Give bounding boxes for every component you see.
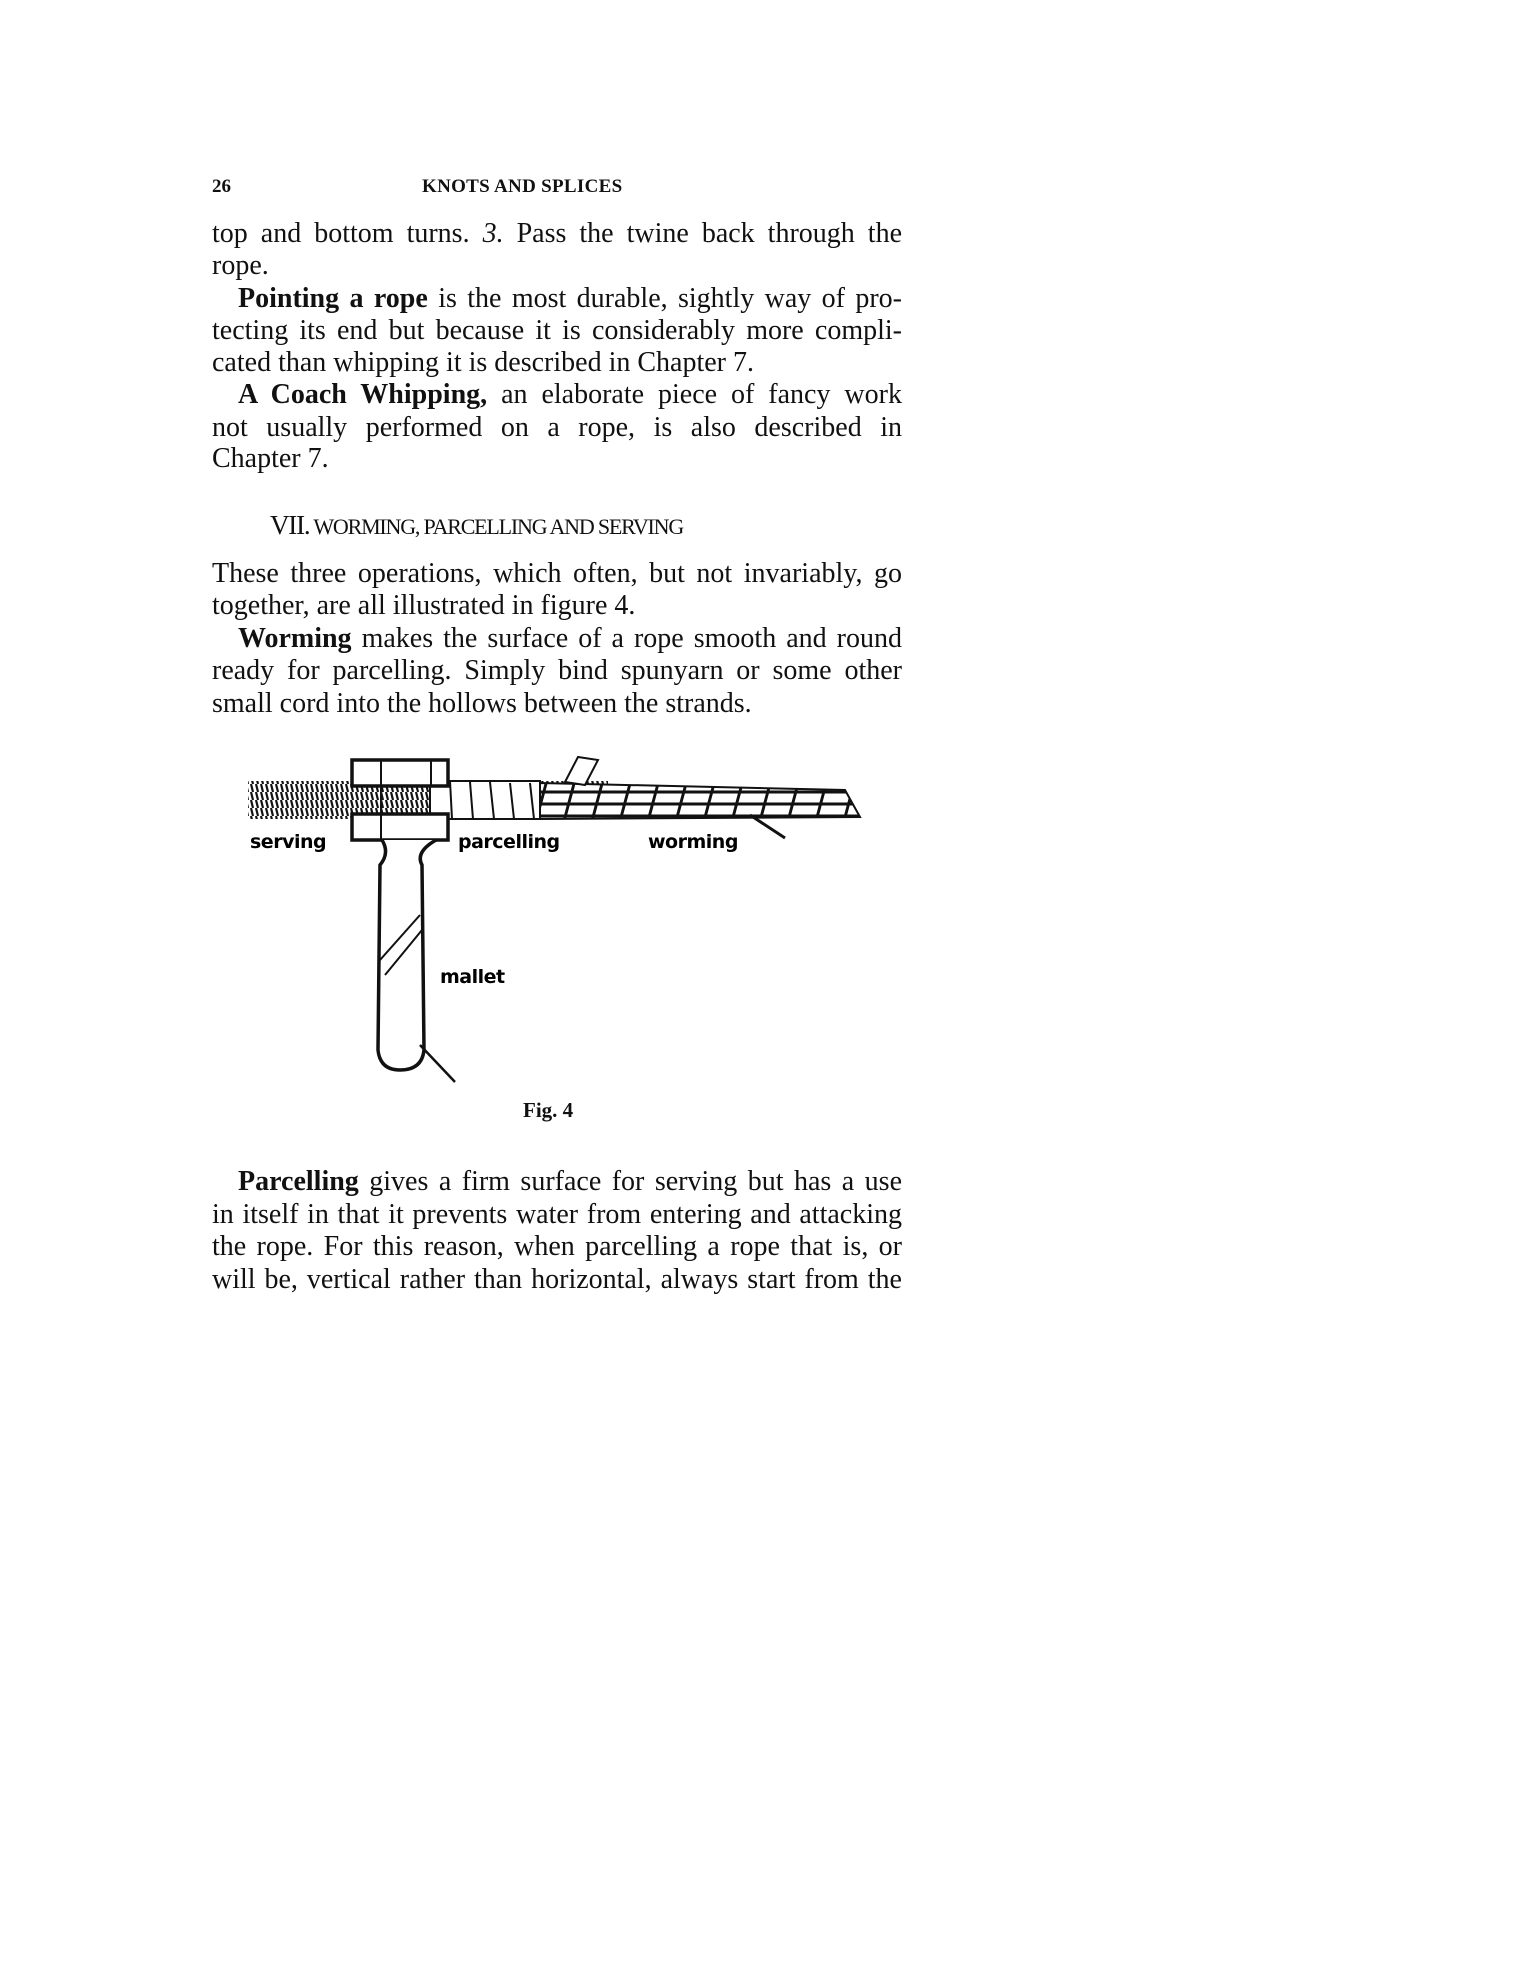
- text-segment: will be, vertical rather than horizontal, always start from the: [212, 1264, 902, 1295]
- text-segment: tecting its end but because it is considerably more compli-: [212, 315, 902, 346]
- label-mallet: mallet: [440, 966, 505, 988]
- text-segment: top and bottom turns.: [212, 218, 483, 249]
- text-segment: 3.: [482, 218, 504, 249]
- section-title: WORMING, PARCELLING AND SERVING: [313, 514, 684, 539]
- figure-caption: Fig. 4: [523, 1098, 574, 1122]
- text-segment: Parcelling: [238, 1166, 359, 1197]
- text-segment: These three operations, which often, but not invariably, go: [212, 558, 902, 589]
- text-segment: Chapter 7.: [212, 443, 329, 474]
- label-worming: worming: [648, 831, 738, 853]
- text-segment: Pass the twine back through the: [503, 218, 902, 249]
- page-number: 26: [212, 176, 231, 197]
- label-parcelling: parcelling: [458, 831, 560, 853]
- label-serving: serving: [250, 831, 327, 853]
- text-segment: ready for parcelling. Simply bind spunyarn or some other: [212, 655, 902, 686]
- text-segment: cated than whipping it is described in Chapter 7.: [212, 347, 754, 378]
- text-segment: Pointing a rope: [238, 283, 428, 314]
- rope: [248, 757, 860, 838]
- text-segment: gives a firm surface for serving but has a use: [358, 1166, 902, 1197]
- text-segment: small cord into the hollows between the strands.: [212, 688, 752, 719]
- text-segment: Worming: [238, 623, 352, 654]
- text-segment: an elaborate piece of fancy work: [487, 379, 902, 410]
- text-segment: not usually performed on a rope, is also described in: [212, 412, 902, 443]
- text-segment: rope.: [212, 250, 269, 281]
- running-title: KNOTS AND SPLICES: [422, 176, 623, 197]
- text-segment: A Coach Whipping,: [238, 379, 488, 410]
- text-segment: makes the surface of a rope smooth and round: [351, 623, 902, 654]
- section-numeral: VII.: [270, 510, 310, 540]
- text-segment: together, are all illustrated in figure 4.: [212, 590, 636, 621]
- text-segment: the rope. For this reason, when parcelling a rope that is, or: [212, 1231, 902, 1262]
- text-segment: is the most durable, sightly way of pro-: [427, 283, 902, 314]
- text-segment: in itself in that it prevents water from entering and attacking: [212, 1199, 902, 1230]
